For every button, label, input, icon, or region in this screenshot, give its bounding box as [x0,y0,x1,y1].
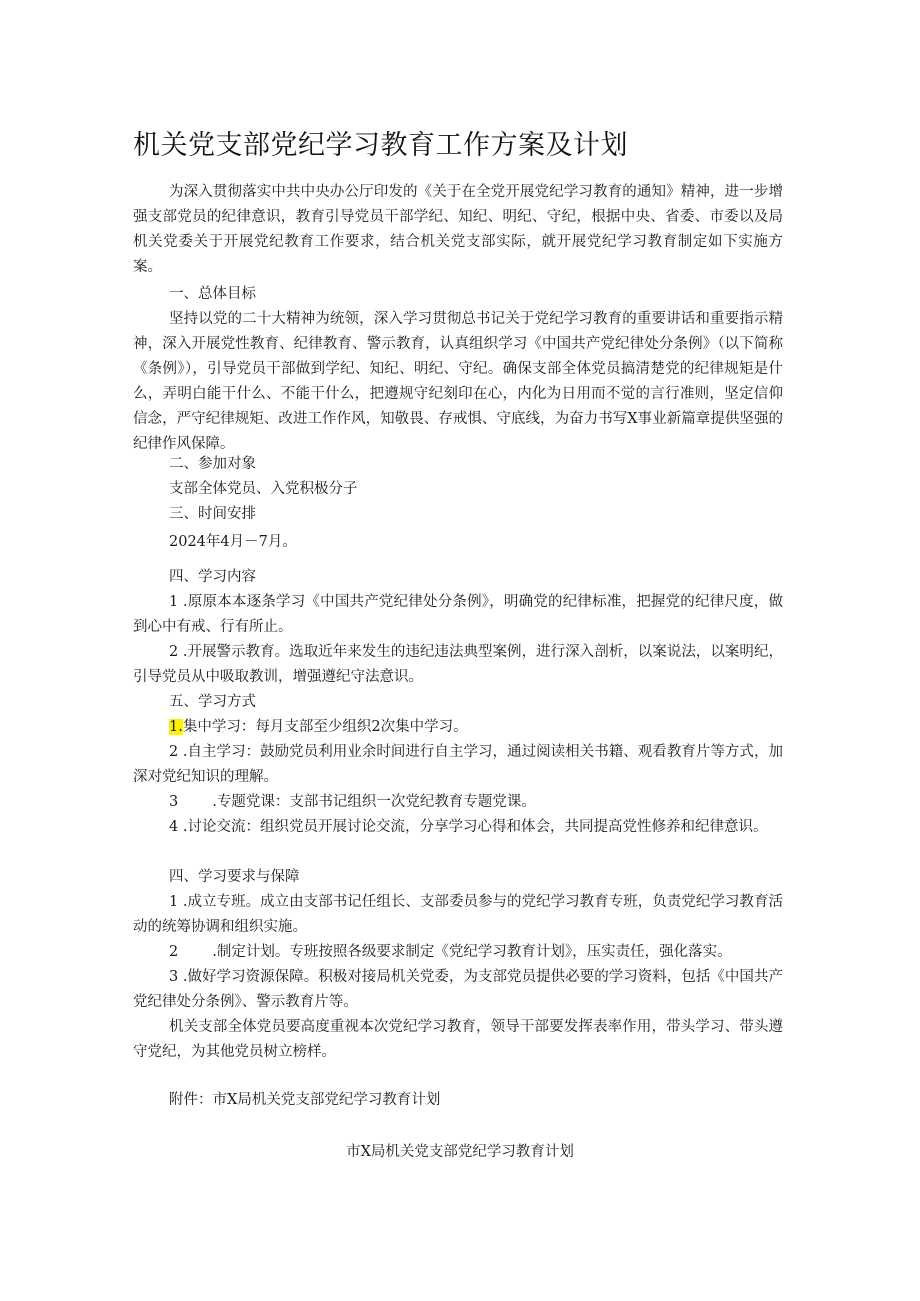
requirement-item-2 [169,940,732,965]
section-heading-requirements: 四、学习要求与保障 [169,869,300,885]
document-title: 机关党支部党纪学习教育工作方案及计划 [133,130,628,161]
section-heading-content: 四、学习内容 [169,569,256,585]
content-item-1: 1 .原原本本逐条学习《中国共产党纪律处分条例》，明确党的纪律标准，把握党的纪律尺度，做到心中有戒、行有所止。 [133,594,783,635]
method-item-2: 2 .自主学习：鼓励党员利用业余时间进行自主学习，通过阅读相关书籍、观看教育片等方式，加深对党纪知识的理解。 [133,744,783,785]
method-item-3 [169,790,536,815]
closing-paragraph: 机关支部全体党员要高度重视本次党纪学习教育，领导干部要发挥表率作用，带头学习、带头遵守党纪，为其他党员树立榜样。 [133,1019,783,1060]
section-heading-goals: 一、总体目标 [169,286,256,302]
method-item-3-text: .专题党课：支部书记组织一次党纪教育专题党课。 [212,794,536,810]
intro-paragraph: 为深入贯彻落实中共中央办公厅印发的《关于在全党开展党纪学习教育的通知》精神，进一步增强支部党员的纪律意识，教育引导党员干部学纪、知纪、明纪、守纪，根据中央、省委、市委以及局机关党委关于开展党纪教育工作要求，结合机关党支部实际，就开展党纪学习教育制定如下实施方案。 [133,184,783,275]
schedule-text: 2024年4月－7月。 [169,534,297,550]
requirement-item-1: 1 .成立专班。成立由支部书记任组长、支部委员参与的党纪学习教育专班，负责党纪学习教育活动的统筹协调和组织实施。 [133,894,783,935]
goals-paragraph: 坚持以党的二十大精神为统领，深入学习贯彻总书记关于党纪学习教育的重要讲话和重要指示精神，深入开展党性教育、纪律教育、警示教育，认真组织学习《中国共产党纪律处分条例》（以下简称《条例》），引导党员干部做到学纪、知纪、明纪、守纪。确保支部全体党员搞清楚党的纪律规矩是什么，弄明白能干什么、不能干什么，把遵规守纪刻印在心，内化为日用而不觉的言行准则，坚定信仰信念，严守纪律规矩、改进工作作风，知敬畏、存戒惧、守底线，为奋力书写X事业新篇章提供坚强的纪律作风保障。 [133,311,783,452]
participants-text: 支部全体党员、入党积极分子 [169,481,358,497]
section-heading-participants: 二、参加对象 [169,456,256,472]
method-item-3-number: 3 [169,794,179,810]
section-heading-methods: 五、学习方式 [169,694,256,710]
method-item-1-text: 集中学习：每月支部至少组织2次集中学习。 [182,719,468,735]
section-heading-schedule: 三、时间安排 [169,506,256,522]
method-item-1 [169,715,468,740]
attachment-subtitle: 市X局机关党支部党纪学习教育计划 [346,1144,574,1160]
highlighted-number: 1. [169,719,183,735]
requirement-item-3: 3 .做好学习资源保障。积极对接局机关党委，为支部党员提供必要的学习资料，包括《中国共产党纪律处分条例》、警示教育片等。 [133,969,783,1010]
requirement-item-2-number: 2 [169,944,179,960]
content-item-2: 2 .开展警示教育。选取近年来发生的违纪违法典型案例，进行深入剖析，以案说法，以案明纪，引导党员从中吸取教训，增强遵纪守法意识。 [133,644,783,685]
method-item-4: 4 .讨论交流：组织党员开展讨论交流，分享学习心得和体会，共同提高党性修养和纪律意识。 [169,819,768,835]
attachment-note: 附件：市X局机关党支部党纪学习教育计划 [169,1092,441,1108]
requirement-item-2-text: .制定计划。专班按照各级要求制定《党纪学习教育计划》，压实责任，强化落实。 [212,944,732,960]
